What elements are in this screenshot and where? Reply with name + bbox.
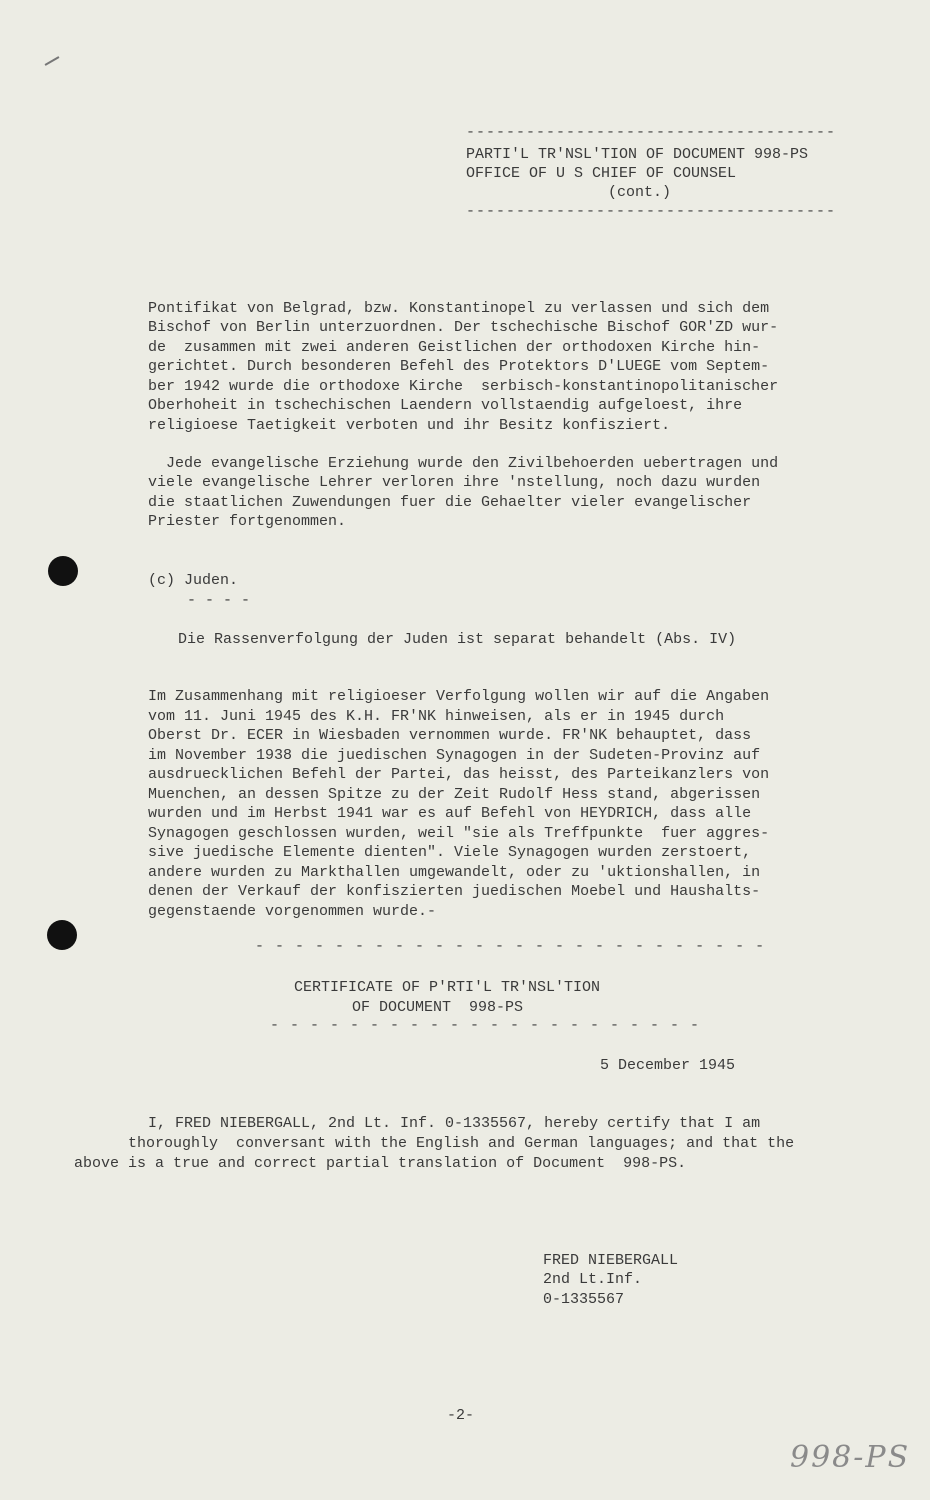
signature-name: FRED NIEBERGALL — [543, 1252, 679, 1269]
text-line: de zusammen mit zwei anderen Geistlichen der orthodoxen Kirche hin- — [148, 339, 761, 356]
text-line: Priester fortgenommen. — [148, 513, 347, 530]
header-office: OFFICE OF U S CHIEF OF COUNSEL — [466, 165, 737, 182]
text-line: ausdruecklichen Befehl der Partei, das heisst, des Parteikanzlers von — [148, 766, 770, 783]
text-line: vom 11. Juni 1945 des K.H. FR'NK hinweisen, als er in 1945 durch — [148, 708, 725, 725]
certificate-rule-bottom: - - - - - - - - - - - - - - - - - - - - - - — [270, 1017, 701, 1034]
text-line: im November 1938 die juedischen Synagogen in der Sudeten-Provinz auf — [148, 747, 761, 764]
page-number: -2- — [447, 1407, 475, 1424]
text-line: gerichtet. Durch besonderen Befehl des Protektors D'LUEGE vom Septem- — [148, 358, 770, 375]
text-line: wurden und im Herbst 1941 war es auf Befehl von HEYDRICH, dass alle — [148, 805, 752, 822]
signature-serial: 0-1335567 — [543, 1291, 625, 1308]
punch-hole-bottom — [47, 920, 77, 950]
text-line: Oberst Dr. ECER in Wiesbaden vernommen wurde. FR'NK behauptet, dass — [148, 727, 752, 744]
stray-mark — [45, 56, 60, 66]
certificate-rule-top: - - - - - - - - - - - - - - - - - - - - - - - - - - — [255, 938, 766, 955]
punch-hole-top — [48, 556, 78, 586]
certificate-date: 5 December 1945 — [600, 1057, 736, 1074]
handwritten-document-ref: 998-PS — [790, 1440, 911, 1475]
text-line: Oberhoheit in tschechischen Laendern vollstaendig aufgeloest, ihre — [148, 397, 743, 414]
text-line: gegenstaende vorgenommen wurde.- — [148, 903, 437, 920]
text-line: religioese Taetigkeit verboten und ihr Besitz konfisziert. — [148, 417, 671, 434]
section-note: Die Rassenverfolgung der Juden ist separat behandelt (Abs. IV) — [178, 631, 737, 648]
text-line: thoroughly conversant with the English and German languages; and that the — [128, 1135, 795, 1152]
signature-rank: 2nd Lt.Inf. — [543, 1271, 643, 1288]
text-line: sive juedische Elemente dienten". Viele Synagogen wurden zerstoert, — [148, 844, 752, 861]
text-line: andere wurden zu Markthallen umgewandelt, oder zu 'uktionshallen, in — [148, 864, 761, 881]
text-line: denen der Verkauf der konfiszierten juedischen Moebel und Haushalts- — [148, 883, 761, 900]
text-line: Muenchen, an dessen Spitze zu der Zeit Rudolf Hess stand, abgerissen — [148, 786, 761, 803]
text-line: die staatlichen Zuwendungen fuer die Gehaelter vieler evangelischer — [148, 494, 752, 511]
header-rule-top: ------------------------------------- — [466, 124, 837, 141]
section-heading: (c) Juden. — [148, 572, 239, 589]
text-line: Bischof von Berlin unterzuordnen. Der tschechische Bischof GOR'ZD wur- — [148, 319, 779, 336]
text-line: Im Zusammenhang mit religioeser Verfolgung wollen wir auf die Angaben — [148, 688, 770, 705]
text-line: ber 1942 wurde die orthodoxe Kirche serbisch-konstantinopolitanischer — [148, 378, 779, 395]
header-title: PARTI'L TR'NSL'TION OF DOCUMENT 998-PS — [466, 146, 809, 163]
text-line: I, FRED NIEBERGALL, 2nd Lt. Inf. 0-1335567, hereby certify that I am — [148, 1115, 761, 1132]
section-underline: - - - - — [187, 592, 251, 609]
text-line: Synagogen geschlossen wurden, weil "sie als Treffpunkte fuer aggres- — [148, 825, 770, 842]
certificate-title: CERTIFICATE OF P'RTI'L TR'NSL'TION — [294, 979, 601, 996]
certificate-subtitle: OF DOCUMENT 998-PS — [352, 999, 524, 1016]
text-line: above is a true and correct partial translation of Document 998-PS. — [74, 1155, 687, 1172]
header-rule-bottom: ------------------------------------- — [466, 203, 837, 220]
header-cont: (cont.) — [608, 184, 672, 201]
text-line: viele evangelische Lehrer verloren ihre 'nstellung, noch dazu wurden — [148, 474, 761, 491]
text-line: Pontifikat von Belgrad, bzw. Konstantinopel zu verlassen und sich dem — [148, 300, 770, 317]
text-line: Jede evangelische Erziehung wurde den Zivilbehoerden uebertragen und — [148, 455, 779, 472]
